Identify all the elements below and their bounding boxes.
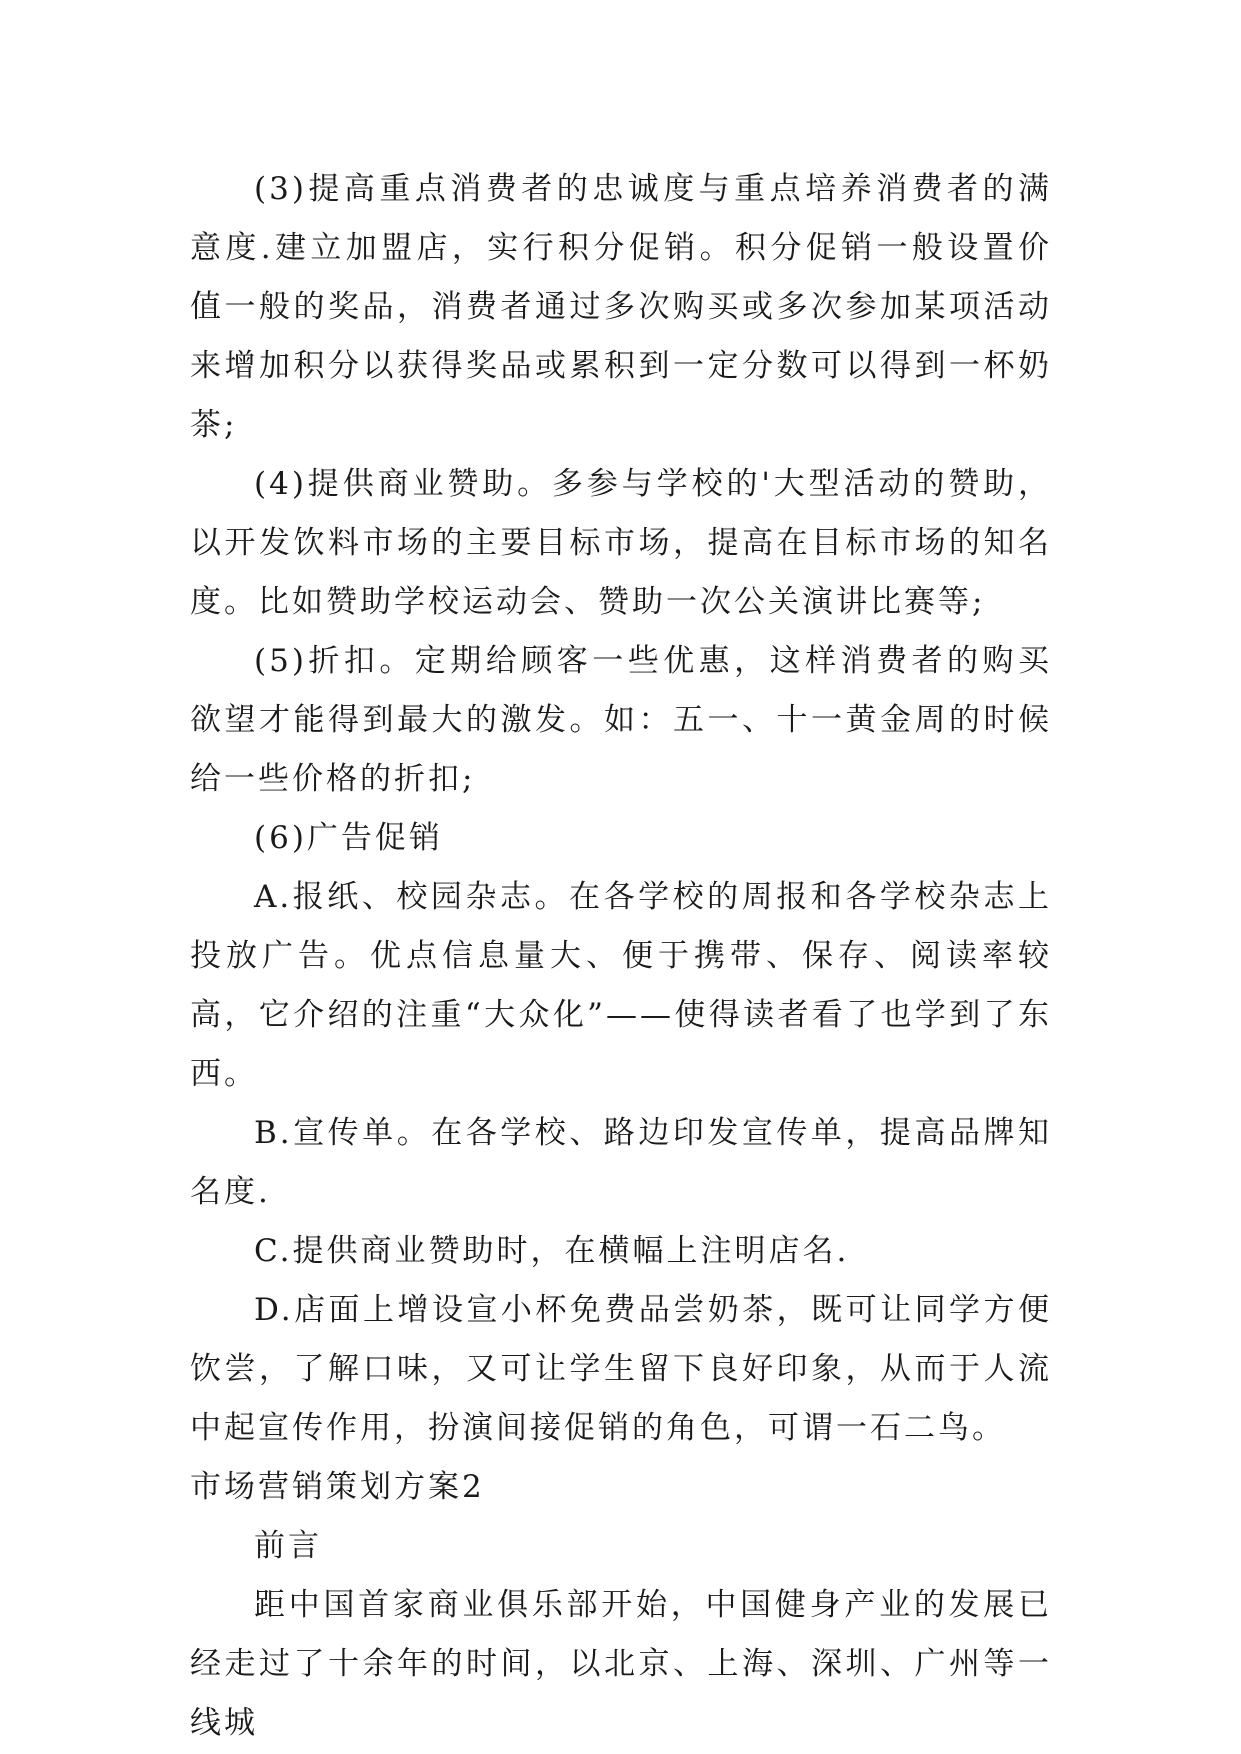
document-body (190, 160, 1052, 1753)
paragraph-newspaper: A.报纸、校园杂志。在各学校的周报和各学校杂志上投放广告。优点信息量大、便于携带、保存、阅读率较高，它介绍的注重“大众化”——使得读者看了也学到了东西。 (190, 879, 1052, 1092)
paragraph-tasting: D.店面上增设宣小杯免费品尝奶茶，既可让同学方便饮尝，了解口味，又可让学生留下良好印象，从而于人流中起宣传作用，扮演间接促销的角色，可谓一石二鸟。 (190, 1292, 1052, 1446)
paragraph-preface-label: 前言 (254, 1528, 322, 1564)
paragraph-flyers: B.宣传单。在各学校、路边印发宣传单，提高品牌知名度. (190, 1115, 1052, 1210)
paragraph-banner: C.提供商业赞助时，在横幅上注明店名. (254, 1233, 850, 1269)
paragraph-ad-promotion: (6)广告促销 (254, 820, 443, 856)
paragraph-preface-text: 距中国首家商业俱乐部开始，中国健身产业的发展已经走过了十余年的时间，以北京、上海、深圳、广州等一线城 (190, 1587, 1052, 1741)
section-title: 市场营销策划方案2 (190, 1469, 485, 1505)
paragraph-discount: (5)折扣。定期给顾客一些优惠，这样消费者的购买欲望才能得到最大的激发。如：五一、十一黄金周的时候给一些价格的折扣; (190, 643, 1052, 797)
paragraph-sponsorship: (4)提供商业赞助。多参与学校的'大型活动的赞助，以开发饮料市场的主要目标市场，提高在目标市场的知名度。比如赞助学校运动会、赞助一次公关演讲比赛等; (190, 466, 1052, 620)
paragraph-loyalty: (3)提高重点消费者的忠诚度与重点培养消费者的满意度.建立加盟店，实行积分促销。积分促销一般设置价值一般的奖品，消费者通过多次购买或多次参加某项活动来增加积分以获得奖品或累积到一定分数可以得到一杯奶茶; (190, 171, 1052, 443)
